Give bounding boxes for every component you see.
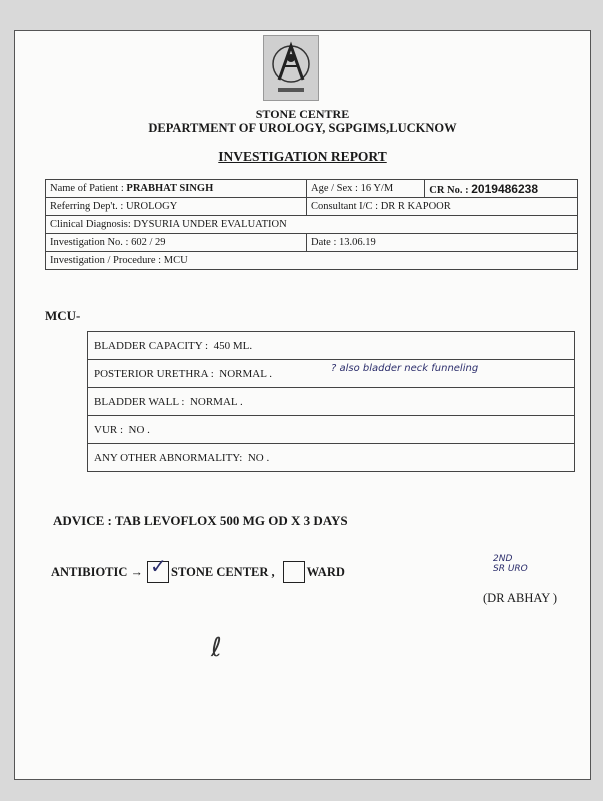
finding-label: BLADDER WALL : — [94, 395, 185, 408]
emblem-icon — [264, 36, 318, 100]
stone-center-checkbox[interactable] — [147, 556, 169, 583]
patient-name-cell — [46, 180, 307, 198]
ward-label: WARD — [306, 564, 345, 579]
date-cell — [307, 234, 578, 252]
pen-scribble: ℓ — [211, 633, 222, 663]
investigation-no: 602 / 29 — [131, 237, 166, 248]
age-sex: 16 Y/M — [360, 183, 394, 194]
procedure-label: Investigation / Procedure : — [50, 255, 162, 266]
centre-name: STONE CENTRE — [255, 107, 350, 121]
cr-no-label: CR No. : — [429, 184, 469, 196]
finding-value: 450 ML. — [213, 339, 253, 352]
report-page — [14, 30, 591, 780]
finding-value: NO . — [128, 423, 150, 436]
finding-row — [88, 388, 575, 416]
age-sex-cell — [307, 180, 425, 198]
finding-value: NO . — [247, 451, 270, 464]
mcu-findings-table — [87, 331, 575, 472]
finding-value: NORMAL . — [189, 395, 243, 408]
antibiotic-label: ANTIBIOTIC → — [51, 564, 144, 579]
date-label: Date : — [311, 237, 337, 248]
finding-value: NORMAL . — [219, 367, 273, 380]
procedure-cell — [46, 252, 578, 270]
checkmark-icon: ✓ — [150, 556, 167, 578]
age-sex-label: Age / Sex : — [311, 183, 358, 194]
finding-label: ANY OTHER ABNORMALITY: — [94, 451, 243, 464]
department-name: DEPARTMENT OF UROLOGY, SGPGIMS,LUCKNOW — [148, 121, 457, 135]
mcu-heading: MCU- — [45, 308, 81, 323]
finding-row — [88, 332, 575, 360]
signature-line-2: SR URO — [493, 564, 528, 574]
patient-name-label: Name of Patient : — [50, 183, 124, 194]
finding-label: BLADDER CAPACITY : — [94, 339, 209, 352]
antibiotic-row — [51, 556, 345, 583]
patient-info-table — [45, 179, 578, 270]
referring-cell — [46, 198, 307, 216]
advice-text: ADVICE : TAB LEVOFLOX 500 MG OD X 3 DAYS — [53, 513, 348, 528]
finding-label: POSTERIOR URETHRA : — [94, 367, 214, 380]
finding-row — [88, 416, 575, 444]
handwritten-note: ? also bladder neck funneling — [331, 363, 479, 374]
diagnosis-label: Clinical Diagnosis: — [50, 219, 131, 230]
stone-center-label: STONE CENTER , — [171, 564, 275, 579]
investigation-no-label: Investigation No. : — [50, 237, 129, 248]
cr-no-cell — [425, 180, 578, 198]
signature — [493, 554, 528, 574]
cr-no: 2019486238 — [471, 181, 538, 196]
consultant: DR R KAPOOR — [380, 201, 451, 212]
finding-row — [88, 444, 575, 472]
patient-name: PRABHAT SINGH — [126, 183, 214, 194]
referring-dept: UROLOGY — [125, 201, 178, 212]
finding-label: VUR : — [94, 423, 124, 436]
signature-line-1: 2ND — [493, 554, 513, 564]
ward-checkbox[interactable] — [283, 561, 305, 583]
doctor-name: (DR ABHAY ) — [483, 591, 558, 605]
consultant-label: Consultant I/C : — [311, 201, 379, 212]
report-date: 13.06.19 — [339, 237, 376, 248]
institute-logo — [263, 35, 319, 101]
procedure: MCU — [163, 255, 188, 266]
report-title: INVESTIGATION REPORT — [218, 149, 387, 164]
consultant-cell — [307, 198, 578, 216]
diagnosis-cell — [46, 216, 578, 234]
diagnosis: DYSURIA UNDER EVALUATION — [133, 219, 287, 230]
referring-label: Referring Dep't. : — [50, 201, 124, 212]
investigation-no-cell — [46, 234, 307, 252]
